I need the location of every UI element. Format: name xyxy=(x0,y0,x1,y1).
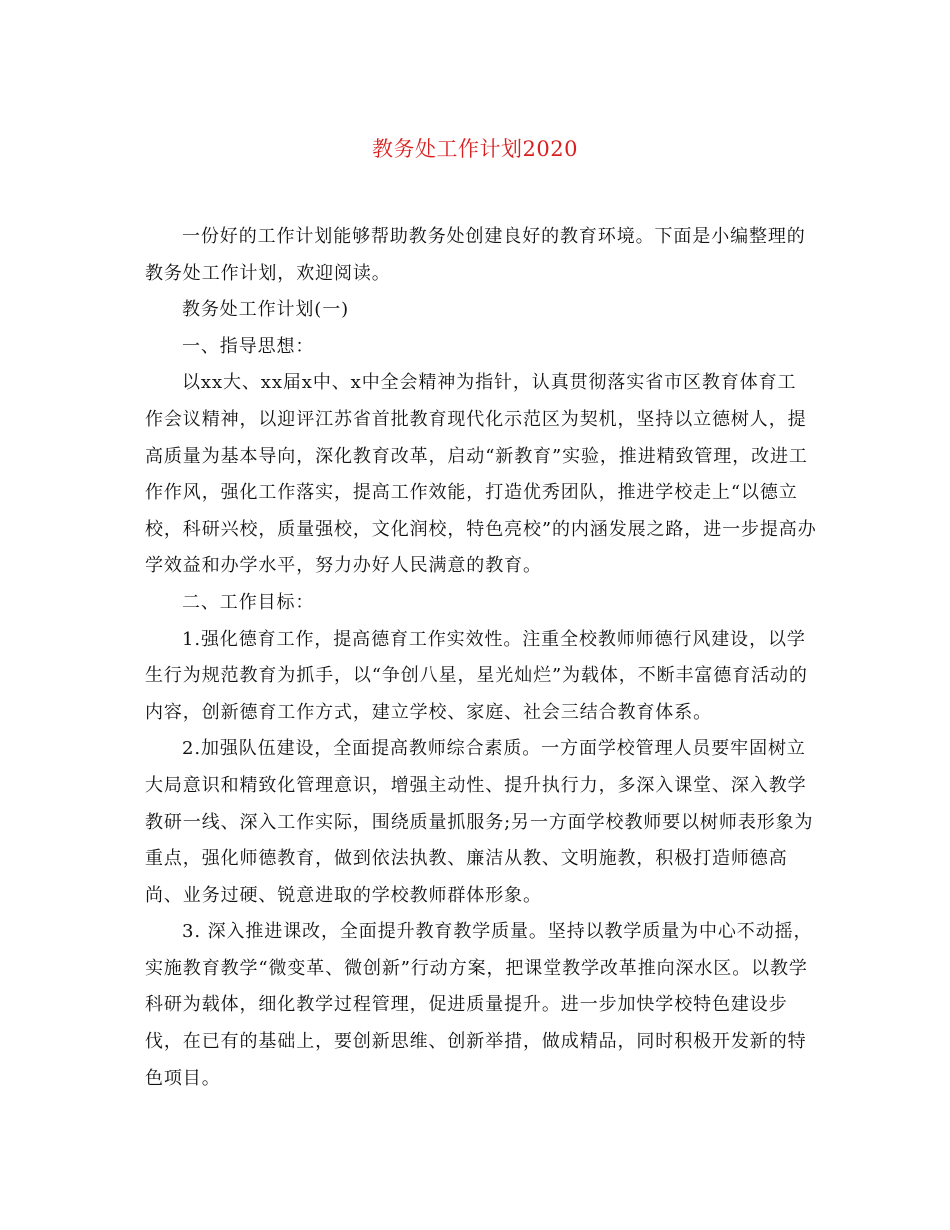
text-line: 3. 深入推进课改，全面提升教育教学质量。坚持以教学质量为中心不动摇， xyxy=(182,921,813,943)
text-line: 生行为规范教育为抓手，以“争创八星，星光灿烂”为载体，不断丰富德育活动的 xyxy=(145,665,808,687)
paragraph-intro xyxy=(145,219,810,292)
paragraph-goal-2 xyxy=(145,731,814,914)
paragraph-goal-1 xyxy=(145,622,810,732)
document-body xyxy=(145,219,817,1097)
section-heading-guiding-ideology xyxy=(145,329,810,366)
text-line: 以xx大、xx届x中、x中全会精神为指针，认真贯彻落实省市区教育体育工 xyxy=(182,372,797,394)
text-line: 一份好的工作计划能够帮助教务处创建良好的教育环境。下面是小编整理的 xyxy=(182,226,806,247)
text-line: 作会议精神，以迎评江苏省首批教育现代化示范区为契机，坚持以立德树人，提 xyxy=(145,408,807,430)
text-line: 教务处工作计划，欢迎阅读。 xyxy=(145,262,391,284)
text-line: 一、指导思想： xyxy=(182,335,315,357)
section-heading-plan-one xyxy=(145,292,810,329)
text-line: 教研一线、深入工作实际，围绕质量抓服务;另一方面学校教师要以树师表形象为 xyxy=(145,811,814,833)
section-heading-work-goals xyxy=(145,585,810,622)
text-line: 教务处工作计划(一) xyxy=(182,299,350,321)
text-line: 色项目。 xyxy=(145,1067,221,1089)
document-title: 教务处工作计划2020 xyxy=(372,137,578,161)
text-line: 高质量为基本导向，深化教育改革，启动“新教育”实验，推进精致管理，改进工 xyxy=(145,445,808,467)
paragraph-goal-3 xyxy=(145,914,813,1097)
text-line: 内容，创新德育工作方式，建立学校、家庭、社会三结合教育体系。 xyxy=(145,701,712,723)
text-line: 2.加强队伍建设，全面提高教师综合素质。一方面学校管理人员要牢固树立 xyxy=(182,738,806,760)
text-line: 作作风，强化工作落实，提高工作效能，打造优秀团队，推进学校走上“以德立 xyxy=(145,482,798,504)
text-line: 重点，强化师德教育，做到依法执教、廉洁从教、文明施教，积极打造师德高 xyxy=(145,848,788,870)
text-line: 二、工作目标： xyxy=(182,591,315,613)
text-line: 校，科研兴校，质量强校，文化润校，特色亮校”的内涵发展之路，进一步提高办 xyxy=(145,518,817,540)
text-line: 伐，在已有的基础上，要创新思维、创新举措，做成精品，同时积极开发新的特 xyxy=(145,1031,807,1053)
text-line: 1.强化德育工作，提高德育工作实效性。注重全校教师师德行风建设，以学 xyxy=(182,628,806,650)
text-line: 学效益和办学水平，努力办好人民满意的教育。 xyxy=(145,555,542,577)
text-line: 大局意识和精致化管理意识，增强主动性、提升执行力，多深入课堂、深入教学 xyxy=(145,774,807,796)
paragraph-guiding-ideology xyxy=(145,365,817,585)
text-line: 实施教育教学“微变革、微创新”行动方案，把课堂教学改革推向深水区。以教学 xyxy=(145,957,808,979)
text-line: 尚、业务过硬、锐意进取的学校教师群体形象。 xyxy=(145,884,542,906)
text-line: 科研为载体，细化教学过程管理，促进质量提升。进一步加快学校特色建设步 xyxy=(145,994,788,1016)
